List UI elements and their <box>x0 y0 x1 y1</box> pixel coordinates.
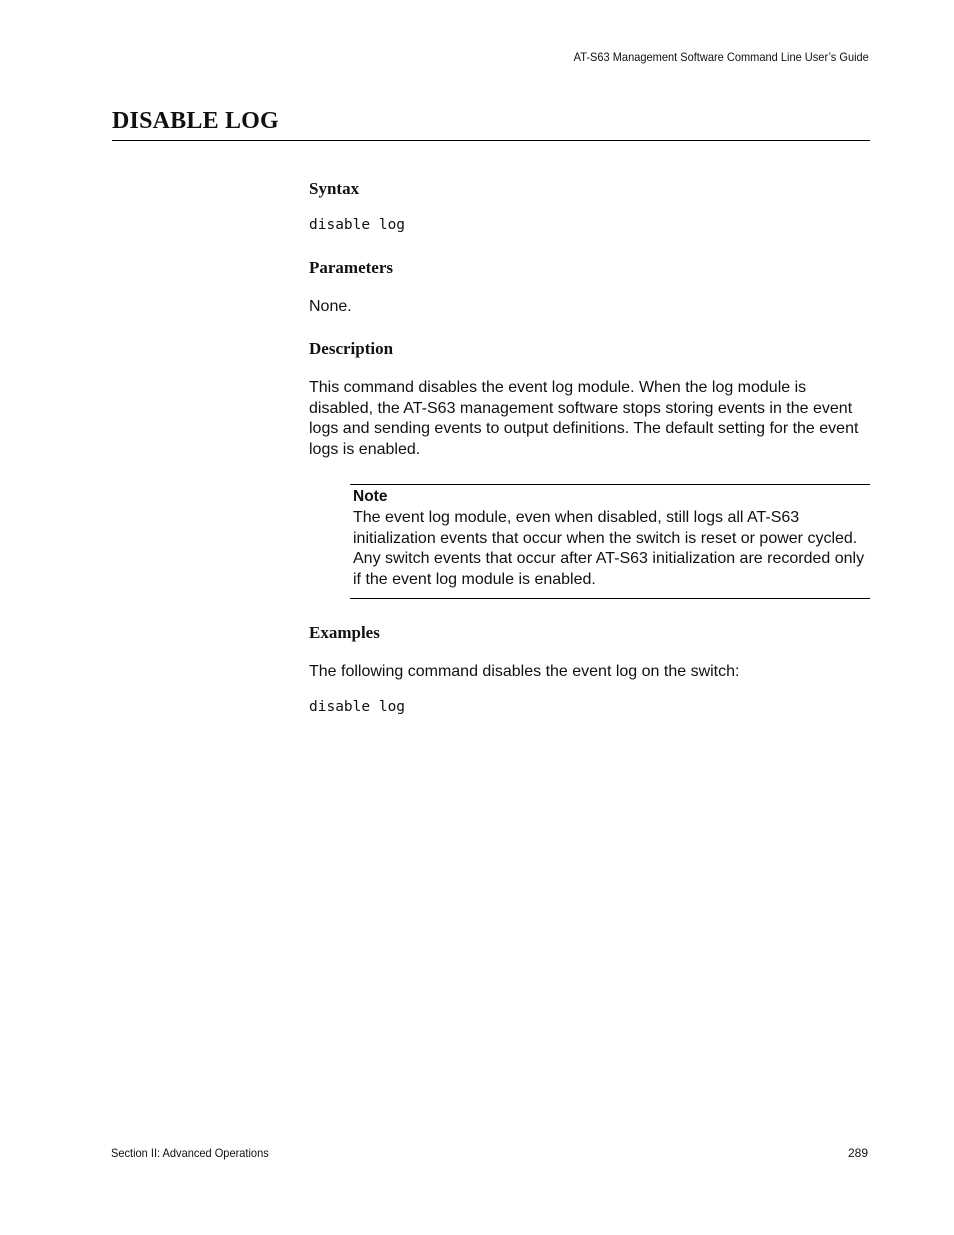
parameters-heading: Parameters <box>309 258 394 277</box>
page-title-block <box>112 106 870 141</box>
syntax-code: disable log <box>309 217 406 233</box>
description-text: This command disables the event log module. When the log module is disabled, the AT-S63 management software stops storing events in the event logs and sending events to output definitions. The default setting for the event logs is enabled. <box>309 379 859 458</box>
footer-section: Section II: Advanced Operations <box>111 1146 269 1160</box>
examples-text: The following command disables the event log on the switch: <box>309 663 740 680</box>
examples-code: disable log <box>309 699 406 715</box>
description-heading: Description <box>309 339 394 358</box>
running-header: AT-S63 Management Software Command Line User’s Guide <box>573 50 869 64</box>
parameters-text: None. <box>309 298 352 315</box>
syntax-heading: Syntax <box>309 179 360 198</box>
examples-heading: Examples <box>309 623 380 642</box>
page-title: DISABLE LOG <box>112 108 279 134</box>
note-text: The event log module, even when disabled, still logs all AT-S63 initialization events that occur when the switch is reset or power cycled. Any switch events that occur after AT-S63 initialization are recorded only if the event log module is enabled. <box>353 509 865 588</box>
note-box <box>350 484 870 599</box>
page-number: 289 <box>847 1146 868 1160</box>
note-label: Note <box>353 488 388 505</box>
